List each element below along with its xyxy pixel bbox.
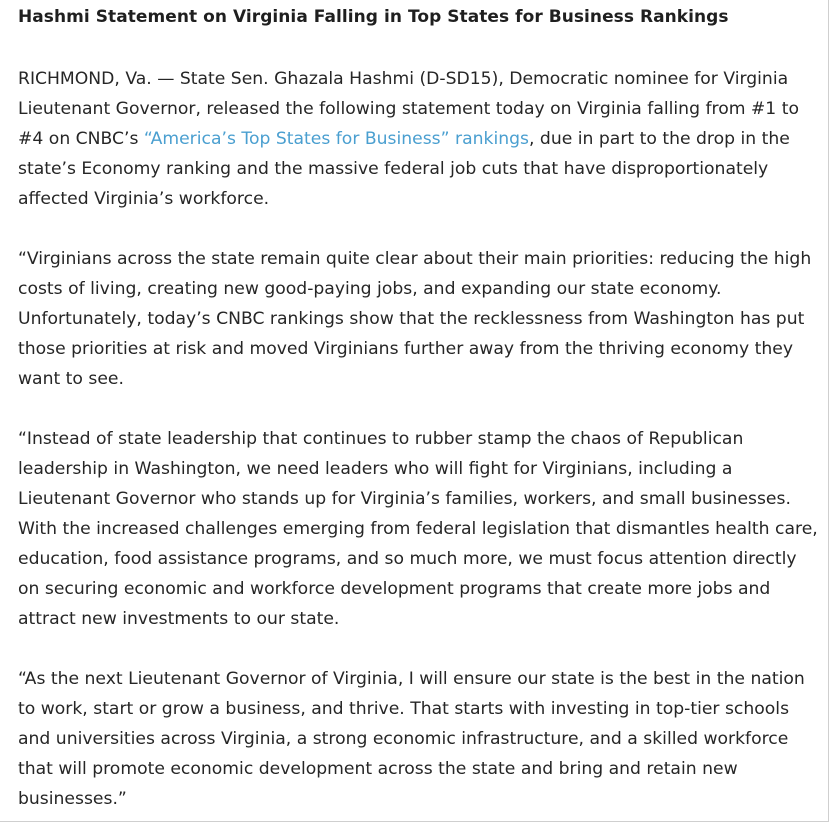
intro-text-end: , due in part to the drop in the state’s Economy ranking and the massive federal job cuts that have disproportionately affected Virginia’s workforce. xyxy=(18,129,790,209)
cnbc-rankings-link[interactable]: “America’s Top States for Business” rankings xyxy=(143,129,529,149)
paragraph-quote-leadership: “Instead of state leadership that continues to rubber stamp the chaos of Republican leadership in Washington, we need leaders who will fight for Virginians, including a Lieutenant Governor who stands up for Virginia’s families, workers, and small businesses. With the increased challenges emerging from federal legislation that dismantles health care, education, food assistance programs, and so much more, we must focus attention directly on securing economic and workforce development programs that create more jobs and attract new investments to our state. xyxy=(18,429,818,629)
intro-text-start: RICHMOND, Va. — State Sen. Ghazala Hashmi (D-SD15), Democratic nominee for Virginia Lieutenant Governor, released the following statement today on Virginia falling from #1 to #4 on CNBC’s xyxy=(18,69,799,149)
paragraph-quote-commitment: “As the next Lieutenant Governor of Virginia, I will ensure our state is the best in the nation to work, start or grow a business, and thrive. That starts with investing in top-tier schools and universities across Virginia, a strong economic infrastructure, and a skilled workforce that will promote economic development across the state and bring and retain new businesses.” xyxy=(18,669,805,809)
press-release xyxy=(18,4,818,814)
paragraph-quote-priorities: “Virginians across the state remain quite clear about their main priorities: reducing the high costs of living, creating new good-paying jobs, and expanding our state economy. Unfortunately, today’s CNBC rankings show that the recklessness from Washington has put those priorities at risk and moved Virginians further away from the thriving economy they want to see. xyxy=(18,249,812,389)
headline: Hashmi Statement on Virginia Falling in Top States for Business Rankings xyxy=(18,7,729,27)
paragraph-intro xyxy=(18,64,818,214)
